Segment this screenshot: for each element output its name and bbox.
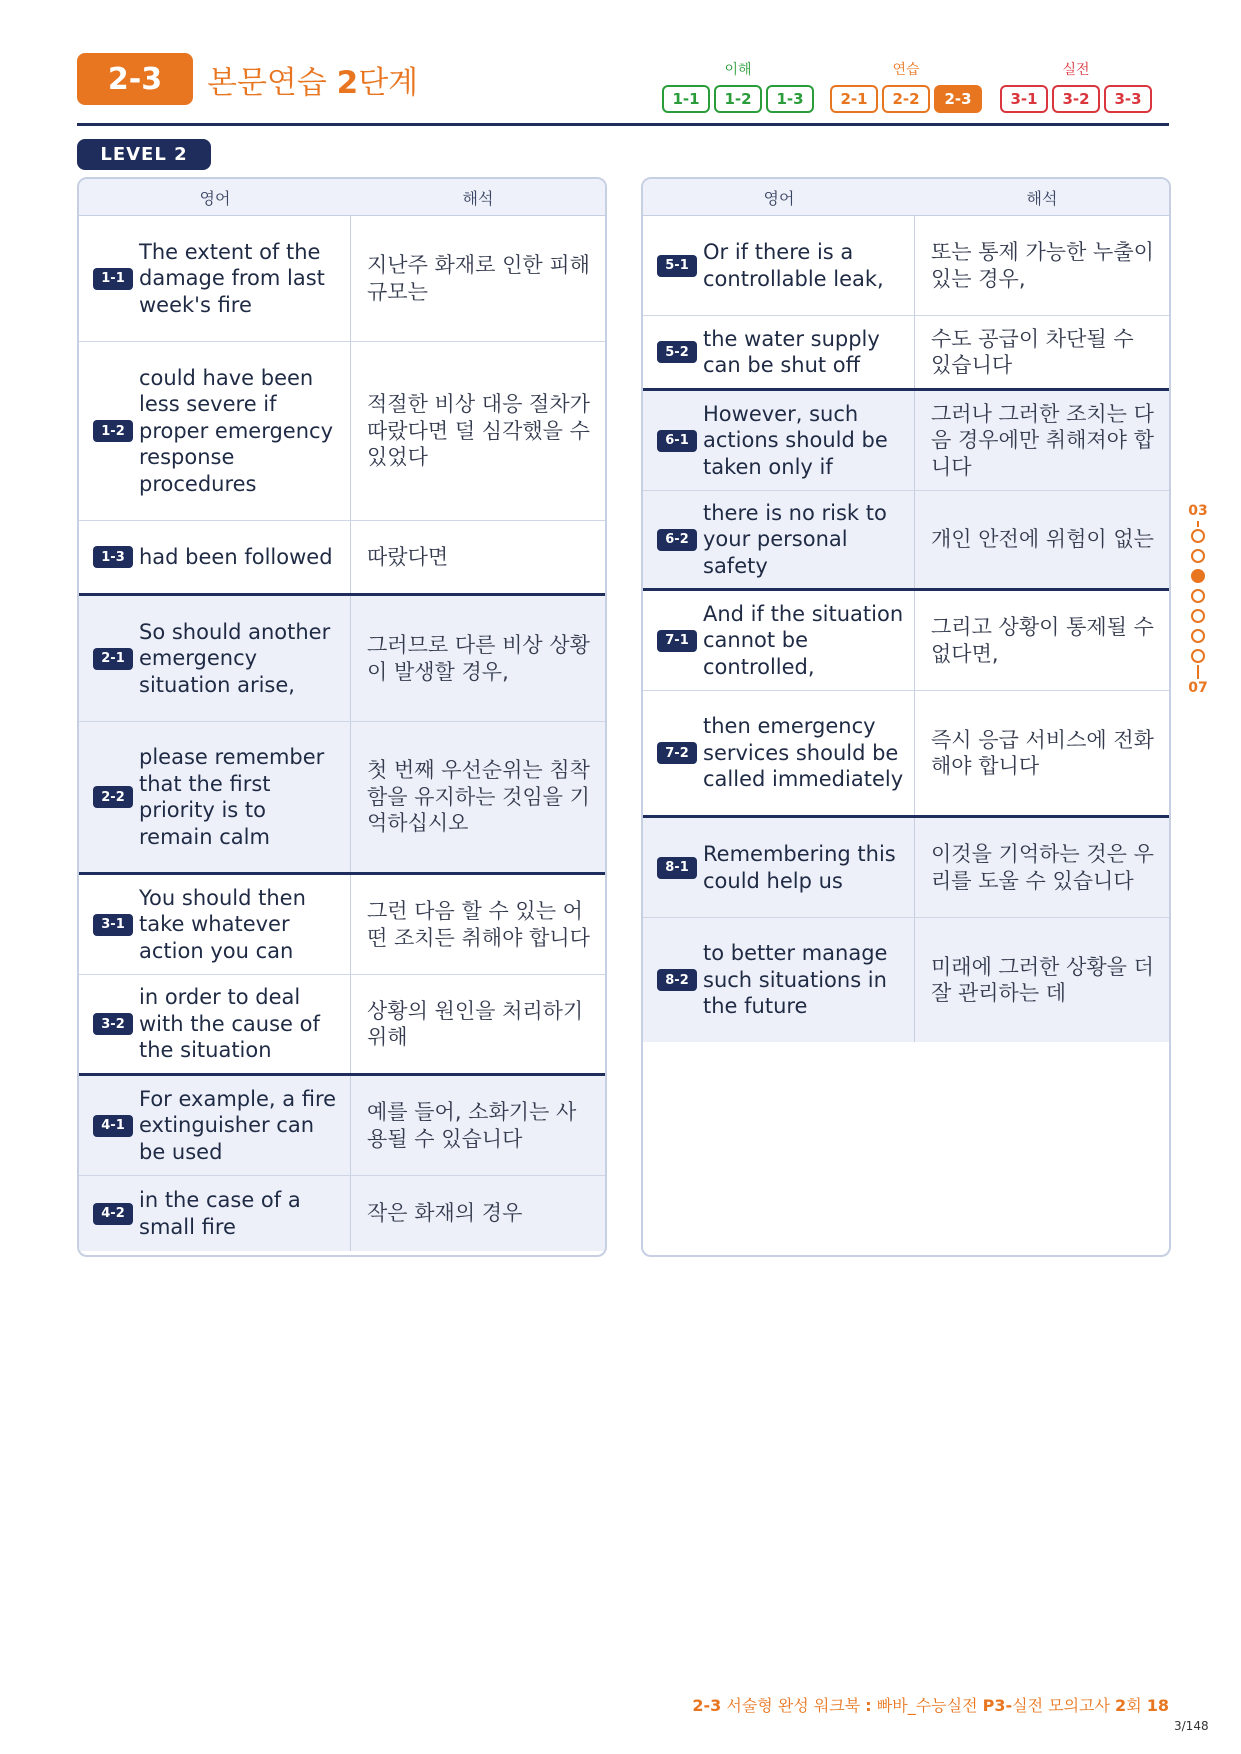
- table-row: [79, 521, 605, 596]
- progress-dot[interactable]: [1191, 529, 1205, 543]
- side-nav-line: [1197, 665, 1199, 679]
- korean-text: 개인 안전에 위험이 없는: [931, 527, 1154, 552]
- korean-text: 첫 번째 우선순위는 침착함을 유지하는 것임을 기억하십시오: [367, 758, 590, 836]
- table-row: [643, 316, 1169, 391]
- row-number: 5-2: [657, 341, 697, 363]
- korean-text: 적절한 비상 대응 절차가 따랐다면 덜 심각했을 수 있었다: [367, 392, 590, 470]
- footer-bold: 18: [1146, 1696, 1169, 1715]
- footer-text: 회: [1126, 1696, 1147, 1715]
- table-row: [643, 591, 1169, 691]
- table-row: [79, 1176, 605, 1251]
- level-badge: LEVEL 2: [77, 139, 211, 170]
- table-row: [643, 391, 1169, 491]
- side-nav-line: [1197, 521, 1199, 527]
- title-suffix: 단계: [358, 65, 419, 101]
- header-korean: 해석: [462, 188, 494, 208]
- header-english: 영어: [199, 188, 231, 208]
- english-text: For example, a fire extinguisher can be used: [139, 1086, 337, 1164]
- table-row: [79, 216, 605, 342]
- table-row: [643, 491, 1169, 591]
- row-number: 3-1: [93, 914, 133, 936]
- english-text: So should another emergency situation arise,: [139, 619, 331, 697]
- step-button-1-1[interactable]: 1-1: [662, 85, 710, 113]
- header-english: 영어: [763, 188, 795, 208]
- table-row: [79, 722, 605, 875]
- page-number: 3/148: [1174, 1719, 1209, 1733]
- korean-text: 그러나 그러한 조치는 다음 경우에만 취해져야 합니다: [931, 401, 1154, 479]
- korean-text: 이것을 기억하는 것은 우리를 도울 수 있습니다: [931, 842, 1154, 893]
- korean-text: 미래에 그러한 상황을 더 잘 관리하는 데: [931, 954, 1154, 1005]
- row-number: 1-2: [93, 420, 133, 442]
- step-button-2-1[interactable]: 2-1: [830, 85, 878, 113]
- row-number: 8-2: [657, 969, 697, 991]
- footer-colon: :: [865, 1696, 872, 1715]
- table-row: [79, 875, 605, 975]
- step-group-understand: [662, 59, 814, 113]
- header-divider: [77, 123, 1169, 126]
- korean-text: 그러므로 다른 비상 상황이 발생할 경우,: [367, 633, 590, 684]
- progress-dot[interactable]: [1191, 629, 1205, 643]
- korean-text: 또는 통제 가능한 누출이 있는 경우,: [931, 240, 1154, 291]
- row-number: 4-1: [93, 1115, 133, 1137]
- side-progress-nav: [1186, 503, 1210, 699]
- row-number: 3-2: [93, 1013, 133, 1035]
- step-group-label: 실전: [1062, 62, 1090, 78]
- row-number: 7-1: [657, 630, 697, 652]
- english-text: However, such actions should be taken only if: [703, 401, 888, 479]
- step-button-3-2[interactable]: 3-2: [1052, 85, 1100, 113]
- english-text: Or if there is a controllable leak,: [703, 240, 884, 291]
- row-number: 4-2: [93, 1203, 133, 1225]
- step-button-3-1[interactable]: 3-1: [1000, 85, 1048, 113]
- step-button-2-3[interactable]: 2-3: [934, 85, 982, 113]
- english-text: in the case of a small fire: [139, 1188, 301, 1239]
- row-number: 1-3: [93, 546, 133, 568]
- progress-dot[interactable]: [1191, 609, 1205, 623]
- row-number: 2-2: [93, 786, 133, 808]
- korean-text: 수도 공급이 차단될 수 있습니다: [931, 326, 1134, 377]
- title-prefix: 본문연습: [207, 65, 327, 101]
- step-group-exam: [1000, 59, 1152, 113]
- english-text: And if the situation cannot be controlled,: [703, 601, 904, 679]
- step-group-practice: [830, 59, 982, 113]
- footer-bold: P3-: [982, 1696, 1013, 1715]
- row-number: 6-2: [657, 529, 697, 551]
- korean-text: 작은 화재의 경우: [367, 1201, 523, 1226]
- table-row: [643, 691, 1169, 818]
- korean-text: 상황의 원인을 처리하기 위해: [367, 998, 584, 1049]
- korean-text: 지난주 화재로 인한 피해 규모는: [367, 253, 590, 304]
- page-title: [207, 57, 418, 102]
- side-nav-start: 03: [1188, 503, 1208, 519]
- table-row: [79, 596, 605, 722]
- left-panel: [77, 177, 607, 1257]
- footer-text: 빠바_수능실전: [871, 1696, 983, 1715]
- english-text: had been followed: [139, 544, 333, 569]
- footer-text: 실전 모의고사: [1012, 1696, 1116, 1715]
- english-text: there is no risk to your personal safety: [703, 500, 887, 578]
- progress-dot[interactable]: [1191, 549, 1205, 563]
- header-korean: 해석: [1026, 188, 1058, 208]
- side-nav-end: 07: [1188, 680, 1208, 696]
- section-badge: 2-3: [77, 53, 193, 105]
- korean-text: 즉시 응급 서비스에 전화해야 합니다: [931, 727, 1154, 778]
- english-text: Remembering this could help us: [703, 842, 896, 893]
- footer-bold: 2: [1115, 1696, 1127, 1715]
- english-text: could have been less severe if proper emergency response procedures: [139, 365, 334, 496]
- korean-text: 그리고 상황이 통제될 수 없다면,: [931, 615, 1154, 666]
- row-number: 7-2: [657, 742, 697, 764]
- korean-text: 그런 다음 할 수 있는 어떤 조치든 취해야 합니다: [367, 899, 590, 950]
- table-row: [643, 216, 1169, 316]
- footer-code: 2-3: [692, 1696, 722, 1715]
- english-text: The extent of the damage from last week's fire: [139, 239, 325, 317]
- korean-text: 따랐다면: [367, 544, 449, 569]
- table-row: [79, 342, 605, 521]
- progress-dot[interactable]: [1191, 589, 1205, 603]
- progress-dot-current[interactable]: [1191, 569, 1205, 583]
- row-number: 6-1: [657, 430, 697, 452]
- english-text: to better manage such situations in the future: [703, 941, 888, 1019]
- step-button-1-2[interactable]: 1-2: [714, 85, 762, 113]
- row-number: 5-1: [657, 255, 697, 277]
- row-number: 1-1: [93, 268, 133, 290]
- row-number: 8-1: [657, 857, 697, 879]
- english-text: then emergency services should be called immediately: [703, 714, 904, 792]
- step-button-1-3[interactable]: 1-3: [766, 85, 814, 113]
- progress-dot[interactable]: [1191, 649, 1205, 663]
- step-group-label: 연습: [892, 62, 920, 78]
- english-text: the water supply can be shut off: [703, 326, 880, 377]
- step-button-3-3[interactable]: 3-3: [1104, 85, 1152, 113]
- step-group-label: 이해: [724, 62, 752, 78]
- page-header: [77, 53, 1169, 127]
- table-row: [79, 1076, 605, 1176]
- korean-text: 예를 들어, 소화기는 사용될 수 있습니다: [367, 1100, 577, 1151]
- title-number: 2: [336, 65, 359, 101]
- english-text: You should then take whatever action you can: [139, 885, 306, 963]
- footer-text: 서술형 완성 워크북: [721, 1696, 866, 1715]
- table-header: [79, 179, 605, 216]
- table-row: [643, 918, 1169, 1042]
- page-footer: [600, 1693, 1169, 1716]
- table-header: [643, 179, 1169, 216]
- right-panel: [641, 177, 1171, 1257]
- english-text: in order to deal with the cause of the situation: [139, 985, 320, 1063]
- table-row: [79, 975, 605, 1076]
- row-number: 2-1: [93, 648, 133, 670]
- table-row: [643, 818, 1169, 918]
- step-button-2-2[interactable]: 2-2: [882, 85, 930, 113]
- english-text: please remember that the first priority is to remain calm: [139, 745, 325, 849]
